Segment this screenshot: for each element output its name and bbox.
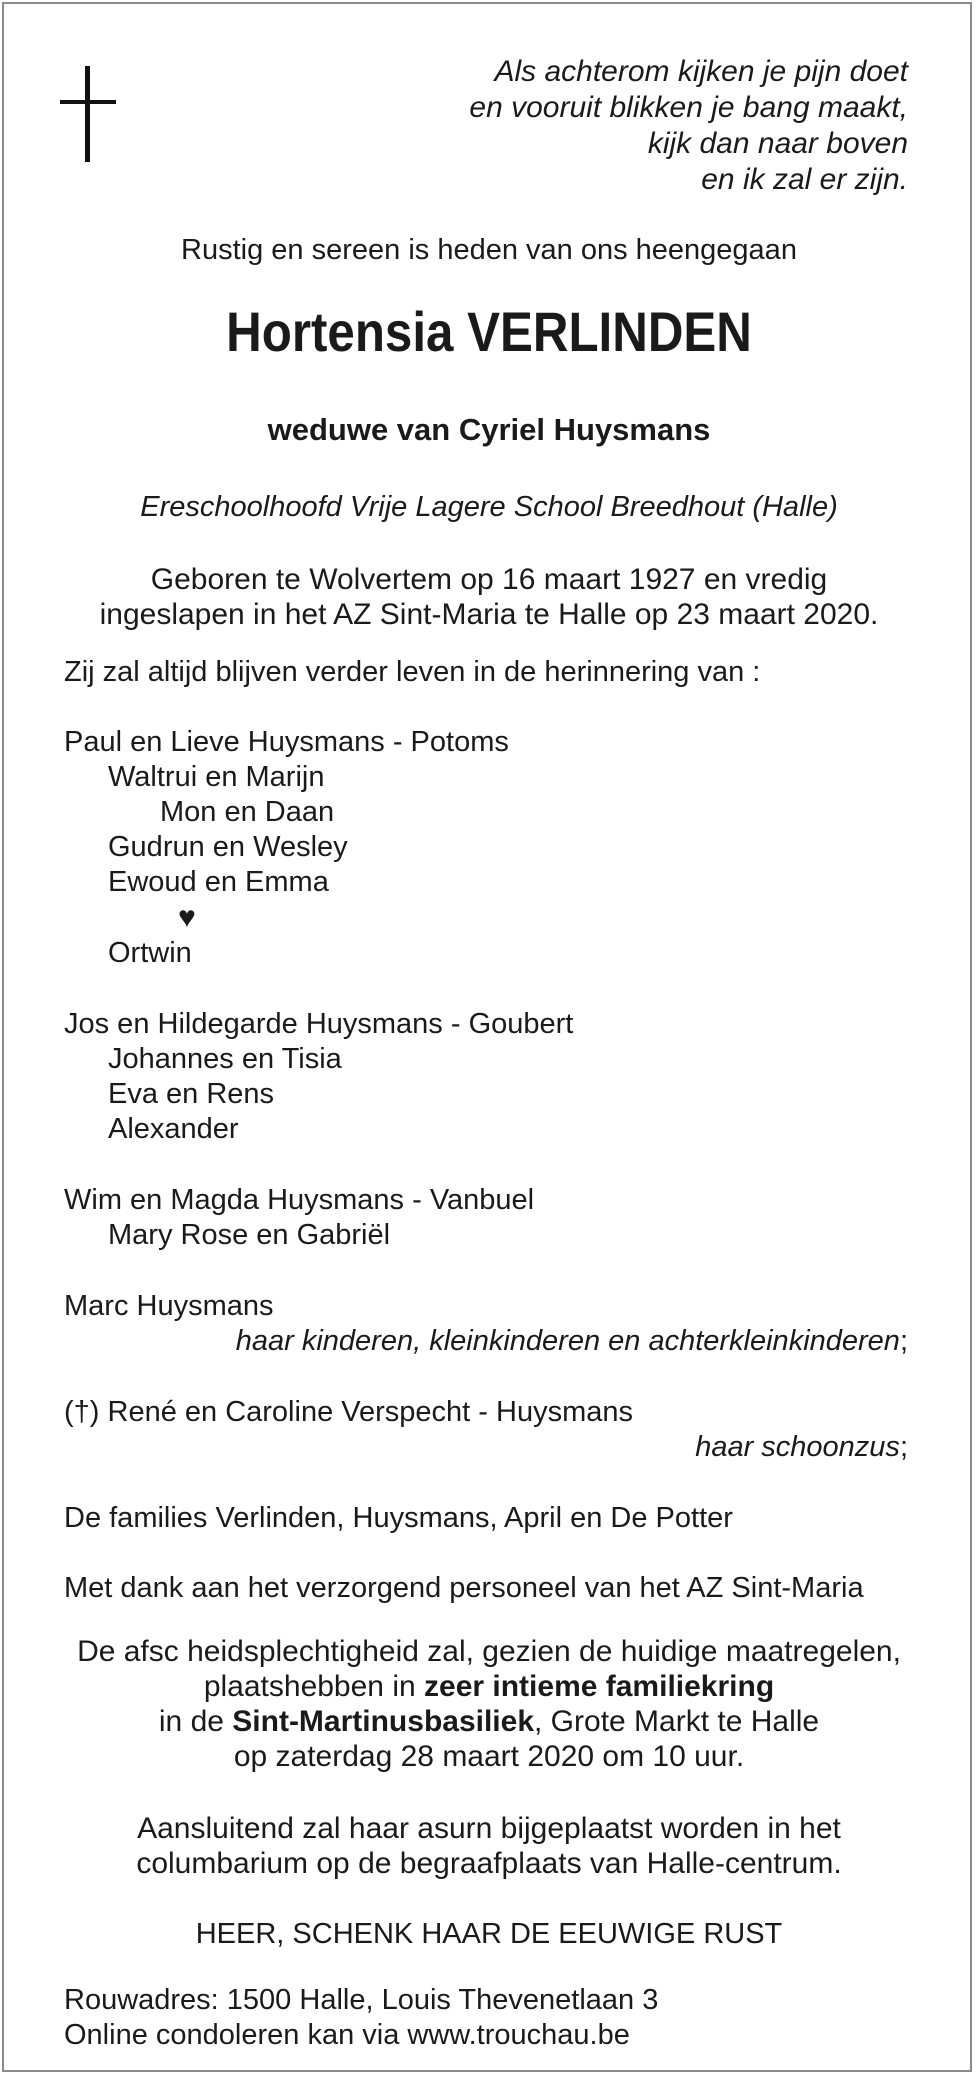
funeral-line-3: in de Sint-Martinusbasiliek, Grote Markt te Halle xyxy=(158,1705,820,1738)
family-member: Ewoud en Emma xyxy=(108,866,329,898)
funeral-line-2: plaatshebben in zeer intieme familiekring xyxy=(203,1670,775,1703)
family-member: Ortwin xyxy=(108,937,192,969)
family-group-head: Marc Huysmans xyxy=(64,1290,274,1322)
thanks-line: Met dank aan het verzorgend personeel van het AZ Sint-Maria xyxy=(64,1572,864,1604)
poem-line: en vooruit blikken je bang maakt, xyxy=(469,91,908,124)
family-member: Johannes en Tisia xyxy=(108,1043,342,1075)
family-group-head: Paul en Lieve Huysmans - Potoms xyxy=(64,726,509,758)
poem xyxy=(469,54,908,198)
family-member: Alexander xyxy=(108,1113,239,1145)
prayer-line: HEER, SCHENK HAAR DE EEUWIGE RUST xyxy=(195,1918,783,1950)
urn-line-2: columbarium op de begraafplaats van Halle-centrum. xyxy=(136,1847,842,1880)
funeral-line-4: op zaterdag 28 maart 2020 om 10 uur. xyxy=(233,1740,745,1773)
cross-icon xyxy=(60,66,116,162)
family-group-head: Jos en Hildegarde Huysmans - Goubert xyxy=(64,1008,574,1040)
born-line-2: ingeslapen in het AZ Sint-Maria te Halle op 23 maart 2020. xyxy=(99,598,879,631)
poem-line: kijk dan naar boven xyxy=(647,127,908,160)
family-member: Waltrui en Marijn xyxy=(108,761,325,793)
poem-line: en ik zal er zijn. xyxy=(701,163,908,196)
birth-death-info xyxy=(44,562,934,632)
family-inlaw: (†) René en Caroline Verspecht - Huysmans xyxy=(64,1396,633,1428)
inlaw-label: haar schoonzus; xyxy=(695,1431,908,1463)
family-member: Mary Rose en Gabriël xyxy=(108,1219,391,1251)
family-group-head: Wim en Magda Huysmans - Vanbuel xyxy=(64,1184,535,1216)
honorary-title: Ereschoolhoofd Vrije Lagere School Breedhout (Halle) xyxy=(140,491,838,523)
intro-text: Rustig en sereen is heden van ons heengegaan xyxy=(181,234,797,266)
heart-icon: ♥ xyxy=(178,901,196,934)
funeral-line-1: De afsc heidsplechtigheid zal, gezien de huidige maatregelen, xyxy=(77,1635,901,1668)
family-member: Mon en Daan xyxy=(160,796,335,828)
deceased-name: Hortensia VERLINDEN xyxy=(226,300,752,363)
death-notice-card xyxy=(2,2,972,2072)
funeral-info xyxy=(44,1634,934,1774)
memory-intro: Zij zal altijd blijven verder leven in de herinnering van : xyxy=(64,656,761,688)
families-line: De families Verlinden, Huysmans, April en De Potter xyxy=(64,1502,733,1534)
online-condolence-line: Online condoleren kan via www.trouchau.be xyxy=(64,2019,630,2051)
family-member: Gudrun en Wesley xyxy=(108,831,348,863)
born-line-1: Geboren te Wolvertem op 16 maart 1927 en vredig xyxy=(150,563,828,596)
children-label: haar kinderen, kleinkinderen en achterkleinkinderen; xyxy=(235,1325,908,1357)
family-member: Eva en Rens xyxy=(108,1078,275,1110)
urn-line-1: Aansluitend zal haar asurn bijgeplaatst worden in het xyxy=(137,1812,841,1845)
urn-info xyxy=(44,1811,934,1881)
widow-of: weduwe van Cyriel Huysmans xyxy=(267,412,711,447)
poem-line: Als achterom kijken je pijn doet xyxy=(494,55,908,88)
address-line: Rouwadres: 1500 Halle, Louis Thevenetlaan 3 xyxy=(64,1984,659,2016)
